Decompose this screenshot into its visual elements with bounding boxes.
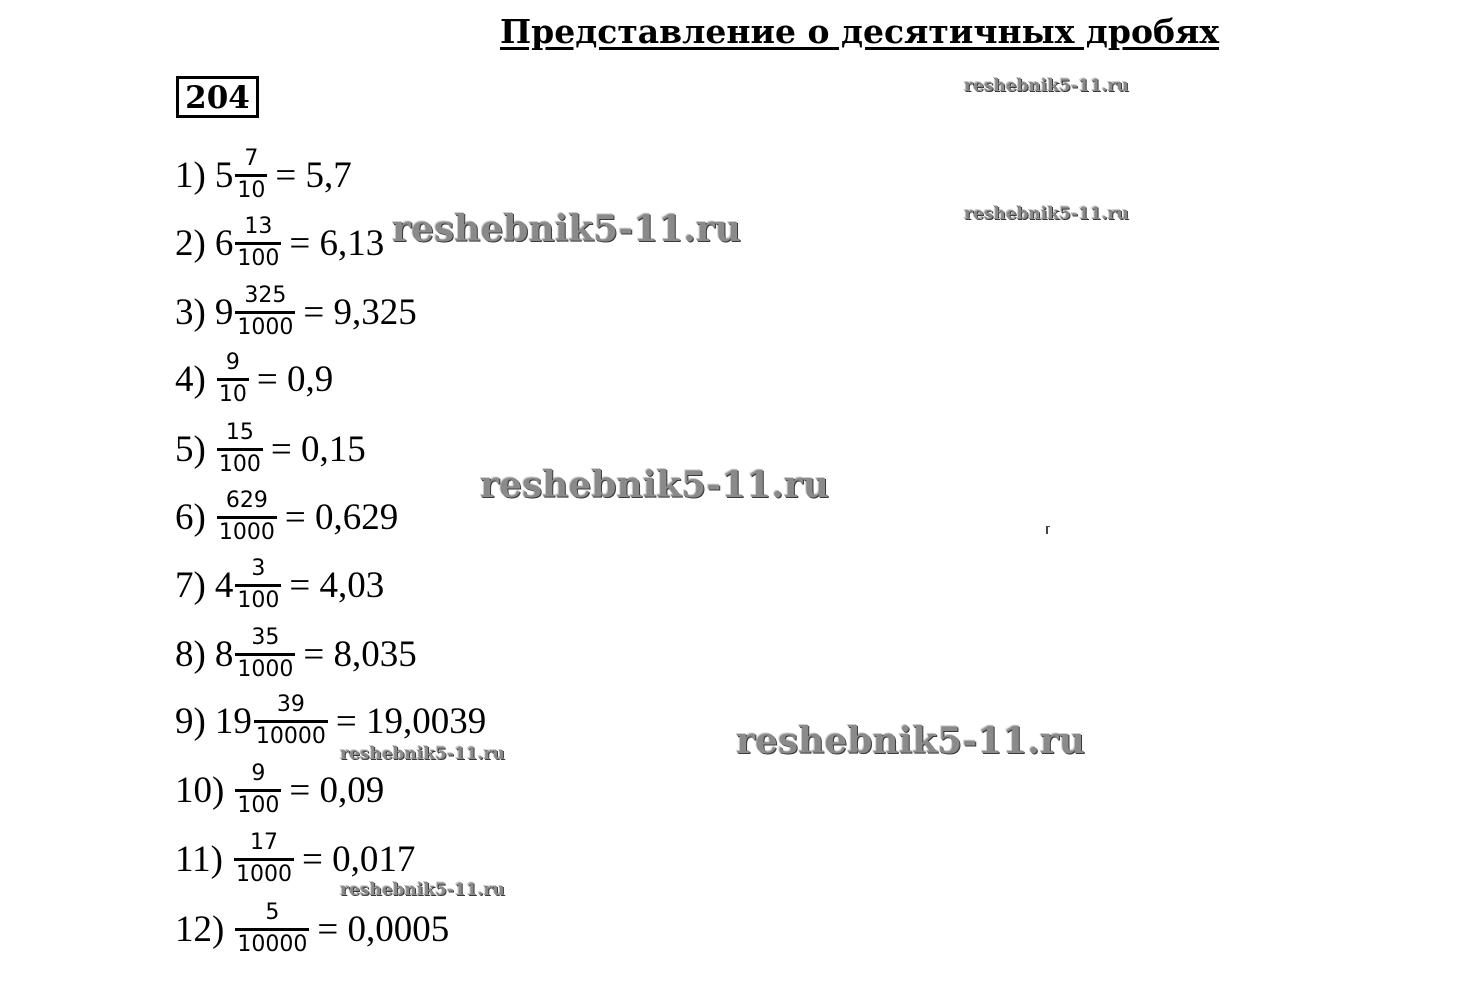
fraction [235, 215, 281, 271]
fraction [235, 901, 309, 957]
watermark: reshebnik5-11.ru [964, 204, 1129, 224]
fraction-numerator: 39 [276, 692, 305, 717]
fraction-numerator: 17 [249, 830, 278, 855]
fraction-denominator: 1000 [217, 516, 277, 545]
decimal-result: = 6,13 [289, 222, 385, 264]
decimal-result: = 19,0039 [335, 700, 487, 742]
watermark: reshebnik5-11.ru [964, 76, 1129, 96]
fraction-numerator: 15 [225, 420, 254, 445]
decimal-result: = 0,017 [301, 838, 416, 880]
fraction-denominator: 1000 [235, 653, 295, 682]
whole-part: 5 [214, 154, 234, 196]
fraction [235, 284, 295, 340]
fraction-numerator: 9 [225, 350, 240, 375]
whole-part: 6 [214, 222, 234, 264]
fraction-denominator: 10 [235, 174, 267, 203]
item-label: 1) [175, 154, 206, 196]
fraction-numerator: 7 [244, 146, 259, 171]
fraction-numerator: 3 [251, 556, 266, 581]
scan-speck [1046, 526, 1050, 534]
decimal-result: = 0,09 [289, 769, 385, 811]
decimal-result: = 0,0005 [317, 908, 450, 950]
fraction-numerator: 13 [244, 214, 273, 239]
fraction-numerator: 629 [225, 488, 268, 513]
item-label: 4) [175, 358, 206, 400]
item-label: 2) [175, 222, 206, 264]
item-label: 10) [175, 769, 225, 811]
solution-item [175, 210, 384, 276]
whole-part: 4 [214, 564, 234, 606]
fraction-numerator: 5 [265, 900, 280, 925]
item-label: 7) [175, 564, 206, 606]
fraction-denominator: 1000 [235, 311, 295, 340]
whole-part: 8 [214, 633, 234, 675]
fraction-denominator: 100 [235, 584, 281, 613]
decimal-result: = 5,7 [275, 154, 352, 196]
watermark: reshebnik5-11.ru [340, 880, 505, 900]
fraction [235, 762, 281, 818]
task-number-box: 204 [176, 76, 259, 118]
item-label: 9) [175, 700, 206, 742]
fraction [217, 351, 249, 407]
fraction [235, 626, 295, 682]
item-label: 12) [175, 908, 225, 950]
solution-item [175, 484, 398, 550]
watermark: reshebnik5-11.ru [736, 720, 1085, 762]
fraction [235, 147, 267, 203]
fraction-denominator: 100 [217, 448, 263, 477]
item-label: 11) [175, 838, 223, 880]
solution-item [175, 279, 417, 345]
solution-item [175, 346, 333, 412]
decimal-result: = 8,035 [303, 633, 417, 675]
watermark: reshebnik5-11.ru [480, 464, 829, 506]
item-label: 3) [175, 291, 206, 333]
fraction [254, 693, 328, 749]
fraction-numerator: 325 [244, 283, 287, 308]
watermark: reshebnik5-11.ru [340, 744, 505, 764]
solution-item [175, 896, 449, 962]
fraction [234, 831, 294, 887]
fraction-denominator: 100 [235, 789, 281, 818]
solution-item [175, 757, 384, 823]
solution-item [175, 416, 366, 482]
solution-item [175, 621, 417, 687]
fraction-denominator: 100 [235, 242, 281, 271]
decimal-result: = 0,9 [256, 358, 334, 400]
fraction-denominator: 10 [217, 378, 249, 407]
item-label: 6) [175, 496, 206, 538]
solution-item [175, 142, 352, 208]
fraction [235, 557, 281, 613]
fraction [217, 421, 263, 477]
solution-item [175, 552, 384, 618]
whole-part: 19 [214, 700, 252, 742]
fraction-denominator: 1000 [234, 858, 294, 887]
watermark: reshebnik5-11.ru [392, 208, 741, 250]
decimal-result: = 4,03 [289, 564, 385, 606]
decimal-result: = 0,629 [284, 496, 399, 538]
fraction [217, 489, 277, 545]
fraction-denominator: 10000 [254, 720, 328, 749]
fraction-denominator: 10000 [235, 928, 309, 957]
item-label: 5) [175, 428, 206, 470]
page-title: Представление о десятичных дробях [500, 12, 1220, 51]
item-label: 8) [175, 633, 206, 675]
decimal-result: = 9,325 [303, 291, 417, 333]
fraction-numerator: 9 [251, 761, 266, 786]
whole-part: 9 [214, 291, 234, 333]
fraction-numerator: 35 [251, 625, 280, 650]
decimal-result: = 0,15 [270, 428, 366, 470]
